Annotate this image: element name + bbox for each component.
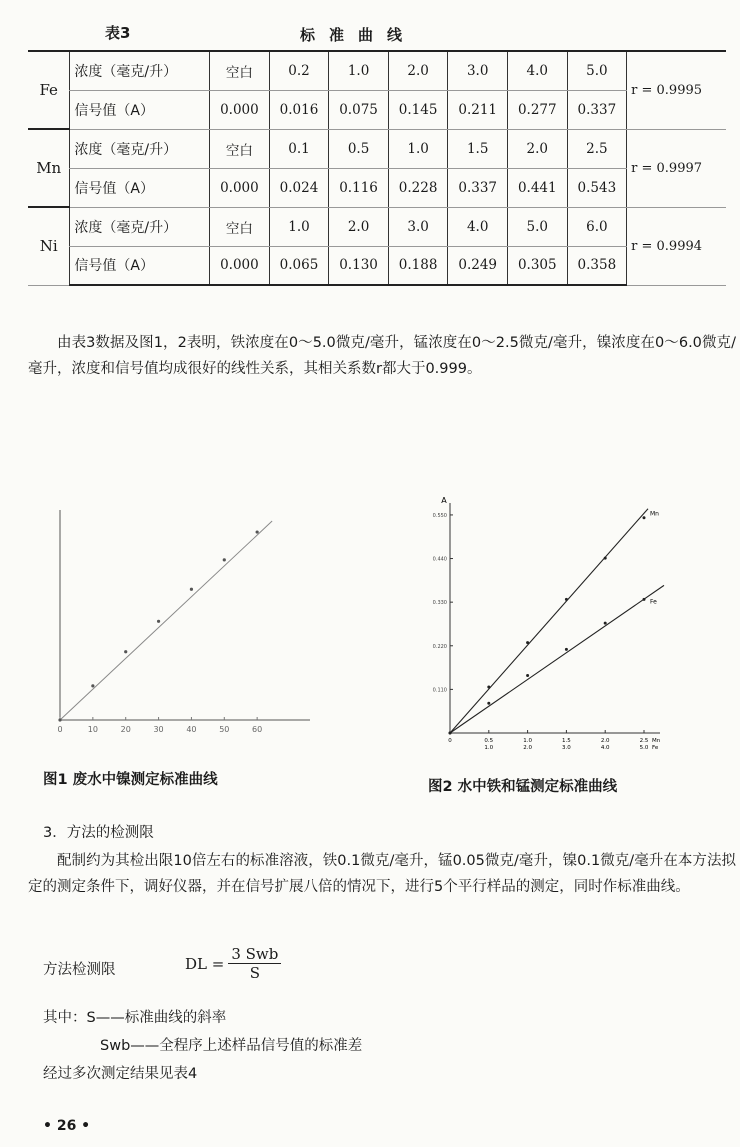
x-tick-label-mn: 0 <box>448 738 452 744</box>
signal-value: 0.016 <box>269 90 329 129</box>
concentration-value: 2.0 <box>329 207 389 246</box>
paragraph-results: 经过多次测定结果见表4 <box>43 1066 198 1082</box>
data-point <box>124 650 127 653</box>
x-tick-label: 10 <box>87 725 98 734</box>
signal-value: 0.337 <box>567 90 627 129</box>
x-tick-label-fe: 1.0 <box>484 745 494 751</box>
concentration-value: 5.0 <box>508 207 568 246</box>
table-row <box>28 90 726 129</box>
signal-value: 0.000 <box>210 90 270 129</box>
concentration-value: 1.0 <box>269 207 329 246</box>
concentration-value: 0.2 <box>269 51 329 90</box>
concentration-value: 4.0 <box>448 207 508 246</box>
data-point <box>223 558 226 561</box>
concentration-value: 1.0 <box>388 129 448 168</box>
table-header <box>0 22 740 48</box>
figure1-caption: 图1 废水中镍测定标准曲线 <box>43 772 218 788</box>
concentration-value: 2.0 <box>508 129 568 168</box>
signal-value: 0.130 <box>329 246 389 285</box>
table-row <box>28 207 726 246</box>
element-cell: Fe <box>28 51 70 129</box>
correlation-coefficient: r = 0.9995 <box>627 51 726 129</box>
y-tick-label: 0.330 <box>432 600 447 607</box>
x-tick-label-mn: 2.5 <box>639 738 649 744</box>
table-title: 标准曲线 <box>300 26 417 44</box>
signal-value: 0.441 <box>508 168 568 207</box>
concentration-value: 空白 <box>210 51 270 90</box>
data-point-fe <box>643 598 646 601</box>
signal-value: 0.543 <box>567 168 627 207</box>
concentration-value: 0.5 <box>329 129 389 168</box>
concentration-value: 5.0 <box>567 51 627 90</box>
concentration-value: 2.5 <box>567 129 627 168</box>
concentration-value: 3.0 <box>448 51 508 90</box>
data-point-fe <box>565 648 568 651</box>
data-point-fe <box>526 674 529 677</box>
signal-value: 0.000 <box>210 246 270 285</box>
signal-value: 0.116 <box>329 168 389 207</box>
x-tick-label: 40 <box>186 725 197 734</box>
data-point-fe <box>604 622 607 625</box>
data-point <box>190 588 193 591</box>
signal-value: 0.277 <box>508 90 568 129</box>
signal-value: 0.249 <box>448 246 508 285</box>
y-tick-label: 0.550 <box>432 512 447 519</box>
concentration-value: 空白 <box>210 129 270 168</box>
concentration-value: 1.5 <box>448 129 508 168</box>
correlation-coefficient: r = 0.9994 <box>627 207 726 285</box>
section3-heading: 3．方法的检测限 <box>43 825 154 841</box>
paragraph-method: 配制约为其检出限10倍左右的标准溶液，铁0.1微克/毫升，锰0.05微克/毫升，镍0.1微克/毫升在本方法拟定的测定条件下，调好仪器，并在信号扩展八倍的情况下，进行5个平行样品的测定，同时作标准曲线。 <box>28 853 736 895</box>
data-point <box>256 530 259 533</box>
formula-lhs: DL = <box>185 954 225 973</box>
concentration-value: 0.1 <box>269 129 329 168</box>
signal-value: 0.145 <box>388 90 448 129</box>
signal-label: 信号值（A） <box>70 246 210 285</box>
x-tick-label: 0 <box>57 725 63 734</box>
standard-curve-table <box>28 50 726 286</box>
data-point <box>58 718 61 721</box>
series-line-ni <box>60 521 272 720</box>
signal-value: 0.188 <box>388 246 448 285</box>
data-point-mn <box>565 598 568 601</box>
x-tick-label: 60 <box>252 725 263 734</box>
signal-value: 0.024 <box>269 168 329 207</box>
element-cell: Mn <box>28 129 70 207</box>
signal-value: 0.228 <box>388 168 448 207</box>
y-tick-label: 0.110 <box>432 687 447 694</box>
where-stddev: Swb——全程序上述样品信号值的标准差 <box>100 1038 363 1054</box>
concentration-value: 6.0 <box>567 207 627 246</box>
signal-value: 0.337 <box>448 168 508 207</box>
where-slope: 其中：S——标准曲线的斜率 <box>43 1010 227 1026</box>
concentration-label: 浓度（毫克/升） <box>70 207 210 246</box>
table-row <box>28 51 726 90</box>
series-line-mn <box>450 509 648 733</box>
data-point-fe <box>449 732 452 735</box>
data-point <box>157 620 160 623</box>
y-tick-label: 0.440 <box>432 556 447 563</box>
signal-label: 信号值（A） <box>70 168 210 207</box>
x-tail-mn: Mn <box>652 738 661 744</box>
figure1-nickel-curve <box>28 495 328 745</box>
formula-label: 方法检测限 <box>43 962 116 978</box>
formula-denominator: S <box>249 964 260 982</box>
correlation-coefficient: r = 0.9997 <box>627 129 726 207</box>
concentration-value: 1.0 <box>329 51 389 90</box>
concentration-value: 3.0 <box>388 207 448 246</box>
x-tick-label-mn: 1.5 <box>562 738 571 744</box>
x-tick-label-fe: 3.0 <box>562 745 571 751</box>
page-number: • 26 • <box>43 1118 91 1134</box>
series-line-fe <box>450 585 664 733</box>
signal-value: 0.358 <box>567 246 627 285</box>
x-tick-label: 50 <box>219 725 230 734</box>
series-label-mn: Mn <box>650 510 659 518</box>
series-label-fe: Fe <box>650 598 657 606</box>
signal-value: 0.000 <box>210 168 270 207</box>
x-tick-label-mn: 0.5 <box>484 738 494 744</box>
x-tick-label-fe: 2.0 <box>523 745 532 751</box>
figure2-fe-mn-curve <box>412 495 712 753</box>
concentration-label: 浓度（毫克/升） <box>70 129 210 168</box>
signal-value: 0.065 <box>269 246 329 285</box>
formula-fraction <box>228 945 281 982</box>
x-tick-label-mn: 1.0 <box>523 738 532 744</box>
data-point-fe <box>487 702 490 705</box>
table-label: 表3 <box>105 24 131 42</box>
table-row <box>28 129 726 168</box>
concentration-label: 浓度（毫克/升） <box>70 51 210 90</box>
element-cell: Ni <box>28 207 70 285</box>
concentration-value: 空白 <box>210 207 270 246</box>
x-tick-label: 20 <box>120 725 131 734</box>
x-tick-label-fe: 4.0 <box>600 745 610 751</box>
concentration-value: 4.0 <box>508 51 568 90</box>
concentration-value: 2.0 <box>388 51 448 90</box>
x-tick-label: 30 <box>153 725 164 734</box>
formula-detection-limit <box>185 945 281 982</box>
x-tail-fe: Fe <box>652 745 659 751</box>
signal-value: 0.211 <box>448 90 508 129</box>
x-tick-label-mn: 2.0 <box>600 738 610 744</box>
y-axis-label: A <box>441 496 447 505</box>
data-point-mn <box>526 641 529 644</box>
signal-value: 0.305 <box>508 246 568 285</box>
table-row <box>28 246 726 285</box>
formula-numerator: 3 Swb <box>228 945 281 964</box>
data-point <box>91 684 94 687</box>
figure2-caption: 图2 水中铁和锰测定标准曲线 <box>428 779 618 795</box>
signal-label: 信号值（A） <box>70 90 210 129</box>
data-point-mn <box>604 557 607 560</box>
data-point-mn <box>643 516 646 519</box>
x-tick-label-fe: 5.0 <box>639 745 649 751</box>
y-tick-label: 0.220 <box>432 643 447 650</box>
signal-value: 0.075 <box>329 90 389 129</box>
paragraph-linearity: 由表3数据及图1，2表明，铁浓度在0～5.0微克/毫升，锰浓度在0～2.5微克/毫升，镍浓度在0～6.0微克/毫升，浓度和信号值均成很好的线性关系，其相关系数r都大于0.999。 <box>28 335 736 377</box>
table-row <box>28 168 726 207</box>
data-point-mn <box>487 686 490 689</box>
